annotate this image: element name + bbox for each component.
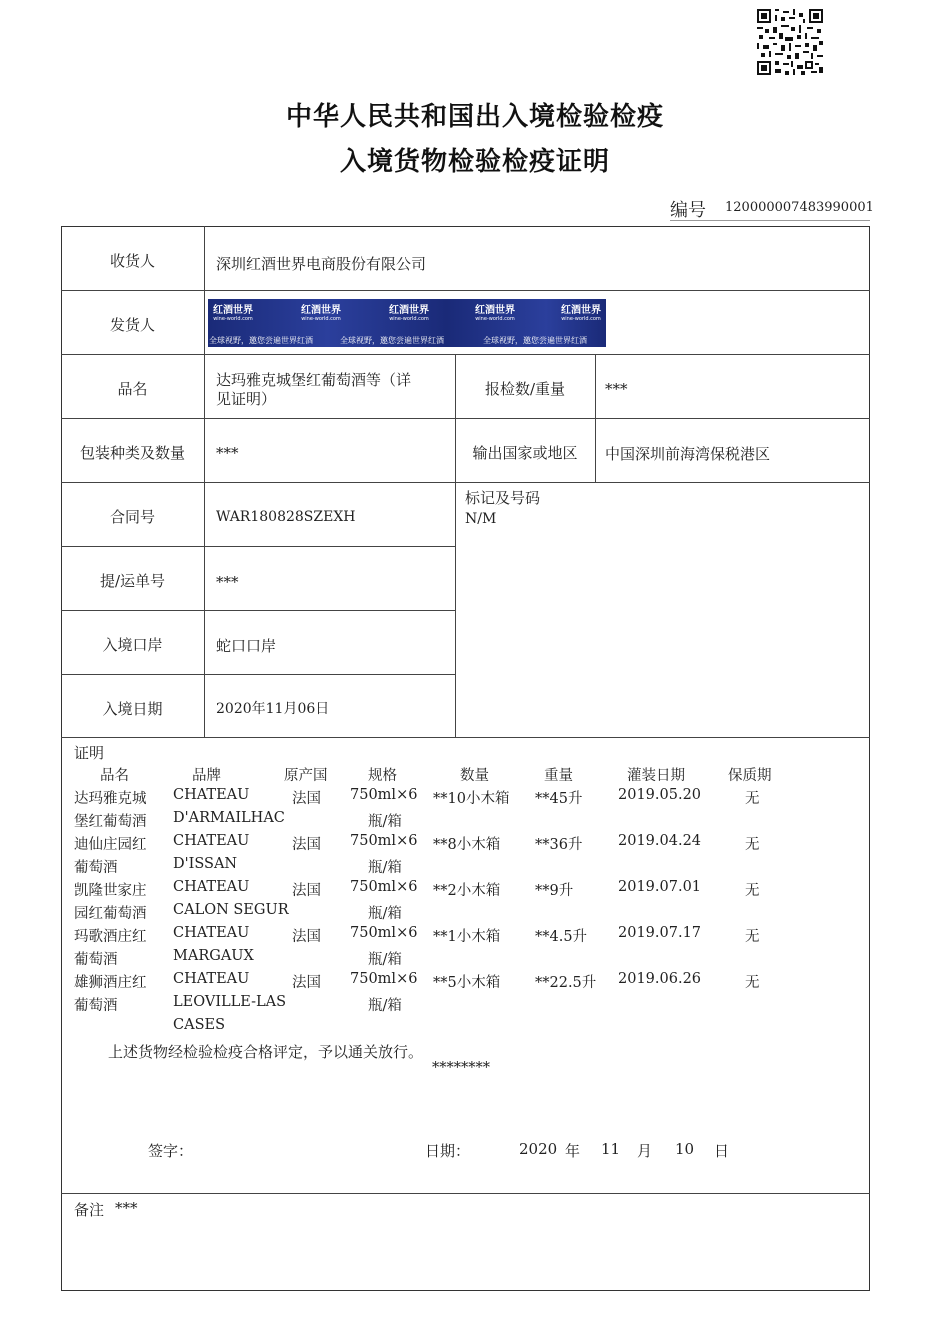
- column-header: 原产国: [284, 768, 328, 784]
- row-divider: [61, 674, 455, 675]
- banner-slogan: 全球视野，邀您尝遍世界红酒: [209, 336, 313, 345]
- product-name: 凯隆世家庄: [74, 883, 147, 899]
- row-divider: [61, 546, 455, 547]
- banner-slogan: 全球视野，邀您尝遍世界红酒: [483, 336, 587, 345]
- remarks-label: 备注: [74, 1201, 105, 1219]
- brand: MARGAUX: [173, 948, 254, 964]
- brand: CHATEAU: [173, 879, 250, 895]
- banner-logo: 红酒世界 wine-world.com: [389, 305, 429, 322]
- weight: **22.5升: [535, 975, 597, 991]
- spec: 750ml×6: [350, 787, 418, 803]
- packing-value: ***: [216, 444, 239, 462]
- column-header: 重量: [544, 768, 573, 784]
- spec: 瓶/箱: [368, 952, 402, 968]
- banner-slogan: 全球视野，邀您尝遍世界红酒: [340, 336, 444, 345]
- brand: CHATEAU: [173, 925, 250, 941]
- spec: 750ml×6: [350, 971, 418, 987]
- filling-date: 2019.05.20: [618, 787, 702, 803]
- column-header: 规格: [368, 768, 397, 784]
- issue-month: 11: [601, 1140, 621, 1158]
- brand: D'ISSAN: [173, 856, 238, 872]
- shelf-life: 无: [745, 883, 760, 899]
- origin: 法国: [292, 837, 321, 853]
- weight: **36升: [535, 837, 583, 853]
- clearance-statement: 上述货物经检验检疫合格评定，予以通关放行。: [108, 1043, 424, 1061]
- entry-port-value: 蛇口口岸: [216, 637, 277, 655]
- marks-label: 标记及号码: [465, 489, 541, 507]
- year-unit: 年: [565, 1142, 581, 1160]
- origin: 法国: [292, 791, 321, 807]
- quantity: **10小木箱: [433, 791, 510, 807]
- contract-label: 合同号: [109, 508, 155, 526]
- entry-date-value: 2020年11月06日: [216, 701, 330, 717]
- issue-year: 2020: [519, 1140, 558, 1158]
- product-name: 葡萄酒: [74, 860, 118, 876]
- banner-logo: 红酒世界 wine-world.com: [301, 305, 341, 322]
- quantity: **8小木箱: [433, 837, 501, 853]
- origin: 法国: [292, 883, 321, 899]
- column-divider: [204, 226, 205, 737]
- row-divider: [61, 290, 870, 291]
- spec: 瓶/箱: [368, 998, 402, 1014]
- issue-date-label: 日期：: [425, 1142, 471, 1160]
- quantity-weight-value: ***: [605, 380, 628, 398]
- column-header: 数量: [460, 768, 489, 784]
- filling-date: 2019.07.17: [618, 925, 702, 941]
- row-divider: [61, 737, 870, 738]
- entry-date-label: 入境日期: [102, 700, 163, 718]
- row-divider: [61, 1193, 870, 1194]
- row-divider: [61, 418, 870, 419]
- column-header: 品名: [100, 768, 129, 784]
- shelf-life: 无: [745, 929, 760, 945]
- product-label: 品名: [117, 380, 148, 398]
- certificate-number-label: 编号: [670, 200, 706, 221]
- product-name: 雄狮酒庄红: [74, 975, 147, 991]
- spec: 瓶/箱: [368, 906, 402, 922]
- product-name: 达玛雅克城: [74, 791, 147, 807]
- product-name: 葡萄酒: [74, 998, 118, 1014]
- row-divider: [61, 610, 455, 611]
- spec: 750ml×6: [350, 833, 418, 849]
- brand: CHATEAU: [173, 971, 250, 987]
- brand: D'ARMAILHAC: [173, 810, 285, 826]
- row-divider: [61, 482, 870, 483]
- product-value-line1: 达玛雅克城堡红葡萄酒等（详: [216, 371, 412, 389]
- filling-date: 2019.04.24: [618, 833, 702, 849]
- entry-port-label: 入境口岸: [102, 636, 163, 654]
- certificate-number-value: 120000007483990001: [725, 200, 874, 215]
- weight: **45升: [535, 791, 583, 807]
- column-header: 灌装日期: [627, 768, 685, 784]
- spec: 瓶/箱: [368, 860, 402, 876]
- statement-stars: ********: [432, 1060, 490, 1076]
- document-title: 中华人民共和国出入境检验检疫: [285, 102, 664, 132]
- export-country-value: 中国深圳前海湾保税港区: [605, 445, 771, 463]
- filling-date: 2019.06.26: [618, 971, 702, 987]
- certificate-number: [670, 196, 874, 221]
- marks-value: N/M: [465, 511, 497, 527]
- contract-value: WAR180828SZEXH: [216, 509, 356, 525]
- quantity-weight-label: 报检数/重量: [484, 380, 566, 398]
- signature-label: 签字：: [148, 1142, 194, 1160]
- qr-code: [757, 9, 823, 75]
- export-country-label: 输出国家或地区: [472, 444, 578, 462]
- product-value-line2: 见证明）: [216, 390, 277, 408]
- quantity: **5小木箱: [433, 975, 501, 991]
- column-divider: [595, 354, 596, 482]
- consignee-value: 深圳红酒世界电商股份有限公司: [216, 255, 427, 273]
- issue-day: 10: [675, 1140, 695, 1158]
- column-divider: [455, 354, 456, 737]
- month-unit: 月: [637, 1142, 653, 1160]
- brand: CHATEAU: [173, 787, 250, 803]
- product-name: 迪仙庄园红: [74, 837, 147, 853]
- quantity: **1小木箱: [433, 929, 501, 945]
- product-name: 玛歌酒庄红: [74, 929, 147, 945]
- remarks-value: ***: [115, 1199, 138, 1217]
- product-name: 堡红葡萄酒: [74, 814, 147, 830]
- spec: 瓶/箱: [368, 814, 402, 830]
- brand: CALON SEGUR: [173, 902, 289, 918]
- shelf-life: 无: [745, 837, 760, 853]
- banner-logo: 红酒世界 wine-world.com: [213, 305, 253, 322]
- product-name: 园红葡萄酒: [74, 906, 147, 922]
- weight: **4.5升: [535, 929, 588, 945]
- quantity: **2小木箱: [433, 883, 501, 899]
- banner-logo: 红酒世界 wine-world.com: [475, 305, 515, 322]
- packing-label: 包装种类及数量: [79, 444, 185, 462]
- weight: **9升: [535, 883, 574, 899]
- bill-of-lading-value: ***: [216, 573, 239, 591]
- consignee-label: 收货人: [109, 252, 155, 270]
- spec: 750ml×6: [350, 879, 418, 895]
- watermark-banner: [208, 299, 606, 347]
- shelf-life: 无: [745, 975, 760, 991]
- certificate-heading: 证明: [74, 744, 105, 762]
- filling-date: 2019.07.01: [618, 879, 702, 895]
- row-divider: [61, 354, 870, 355]
- origin: 法国: [292, 975, 321, 991]
- document-subtitle: 入境货物检验检疫证明: [339, 147, 610, 177]
- column-header: 品牌: [192, 768, 221, 784]
- brand: CASES: [173, 1017, 226, 1033]
- day-unit: 日: [714, 1142, 730, 1160]
- consignor-label: 发货人: [109, 316, 155, 334]
- bill-of-lading-label: 提/运单号: [99, 572, 166, 590]
- banner-logo: 红酒世界 wine-world.com: [561, 305, 601, 322]
- column-header: 保质期: [728, 768, 772, 784]
- product-name: 葡萄酒: [74, 952, 118, 968]
- origin: 法国: [292, 929, 321, 945]
- shelf-life: 无: [745, 791, 760, 807]
- brand: LEOVILLE-LAS: [173, 994, 287, 1010]
- brand: CHATEAU: [173, 833, 250, 849]
- spec: 750ml×6: [350, 925, 418, 941]
